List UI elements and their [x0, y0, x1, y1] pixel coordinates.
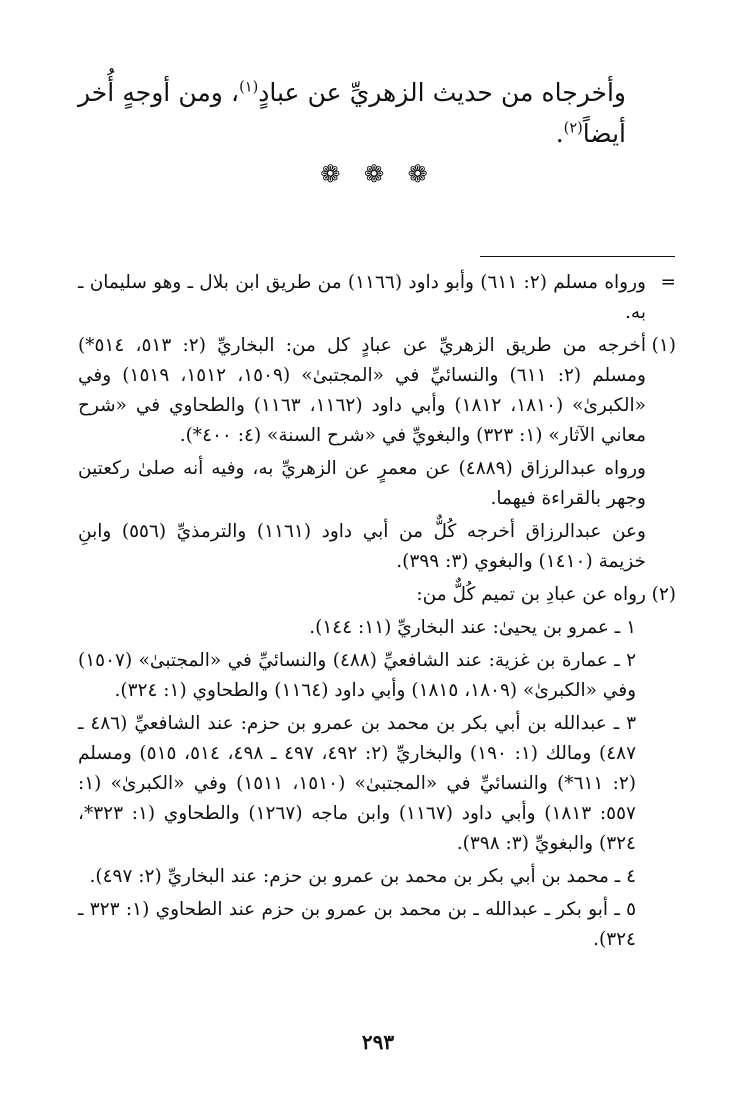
page-number: ٢٩٣	[361, 1030, 395, 1054]
footnote-2	[78, 580, 676, 955]
footnote-2-item: ٢ ـ عمارة بن غزية: عند الشافعيِّ (٤٨٨) والنسائيِّ في «المجتبىٰ» (١٥٠٧) وفي «الكبرىٰ» (١٨٠٩، ١٨١٥) وأبي داود (١١٦٤) والطحاوي (١: ٣٢٤).	[78, 650, 637, 701]
continuation-marker: =	[660, 272, 676, 293]
footnote-2-intro: رواه عن عبادِ بن تميم كُلٌّ من:	[416, 584, 646, 605]
footnote-2-item: ٤ ـ محمد بن أبي بكر بن محمد بن عمرو بن حزم: عند البخاريِّ (٢: ٤٩٧).	[89, 866, 636, 887]
footnote-2-item: ٥ ـ أبو بكر ـ عبدالله ـ بن محمد بن عمرو بن حزم عند الطحاوي (١: ٣٢٣ ـ ٣٢٤).	[78, 899, 636, 950]
footnote-2-item: ٣ ـ عبدالله بن أبي بكر بن محمد بن عمرو بن حزم: عند الشافعيِّ (٤٨٦ ـ ٤٨٧) ومالك (١: ١٩٠) والبخاريِّ (٢: ٤٩٢، ٤٩٧ ـ ٤٩٨، ٥١٤، ٥١٥) ومسلم (٢: ٦١١*) والنسائيِّ في «المجتبىٰ» (١٥١٠، ١٥١١) وفي «الكبرىٰ» (١: ٥٥٧: ١٨١٣) وأبي داود (١١٦٧) وابن ماجه (١٢٦٧) والطحاوي (١: ٣٢٣*، ٣٢٤) والبغويِّ (٣: ٣٩٨).	[78, 713, 637, 854]
footnote-divider	[480, 256, 675, 257]
footnote-1	[78, 331, 676, 577]
footnote-1-paragraph-2: ورواه عبدالرزاق (٤٨٨٩) عن معمرٍ عن الزهريِّ به، وفيه أنه صلىٰ ركعتين وجهر بالقراءة فيهما.	[78, 458, 646, 509]
footnote-1-paragraph-3: وعن عبدالرزاق أخرجه كُلٌّ من أبي داود (١١٦١) والترمذيِّ (٥٥٦) وابنِ خزيمة (١٤١٠) والبغوي (٣: ٣٩٩).	[78, 521, 646, 572]
footnote-1-number: (١)	[651, 335, 676, 356]
footnotes	[78, 268, 676, 958]
footnote-ref-2[interactable]: (٢)	[563, 120, 583, 137]
continuation-text: ورواه مسلم (٢: ٦١١) وأبو داود (١١٦٦) من طريق ابن بلال ـ وهو سليمان ـ به.	[78, 272, 646, 323]
main-text-end: .	[555, 119, 564, 148]
main-paragraph	[78, 72, 626, 154]
main-text-middle: ، ومن أوجهٍ أُخر أيضاً	[78, 78, 626, 148]
section-ornament-icon: ❁ ❁ ❁	[320, 160, 436, 188]
footnote-ref-1[interactable]: (١)	[239, 79, 259, 96]
footnote-1-paragraph-1: أخرجه من طريق الزهريِّ عن عبادٍ كل من: البخاريِّ (٢: ٥١٣، ٥١٤*) ومسلم (٢: ٦١١) والنسائيِّ في «المجتبىٰ» (١٥٠٩، ١٥١٢، ١٥١٩) وفي «الكبرىٰ» (١٨١٠، ١٨١٢) وأبي داود (١١٦٢، ١١٦٣) والطحاوي في «شرح معاني الآثار» (١: ٣٢٣) والبغويِّ في «شرح السنة» (٤: ٤٠٠*).	[78, 335, 646, 446]
main-text-start: وأخرجاه من حديث الزهريِّ عن عبادٍ	[258, 78, 626, 107]
footnote-continuation	[78, 268, 676, 328]
footnote-2-number: (٢)	[651, 584, 676, 605]
footnote-2-item: ١ ـ عمرو بن يحيىٰ: عند البخاريِّ (١١: ١٤٤).	[309, 617, 636, 638]
